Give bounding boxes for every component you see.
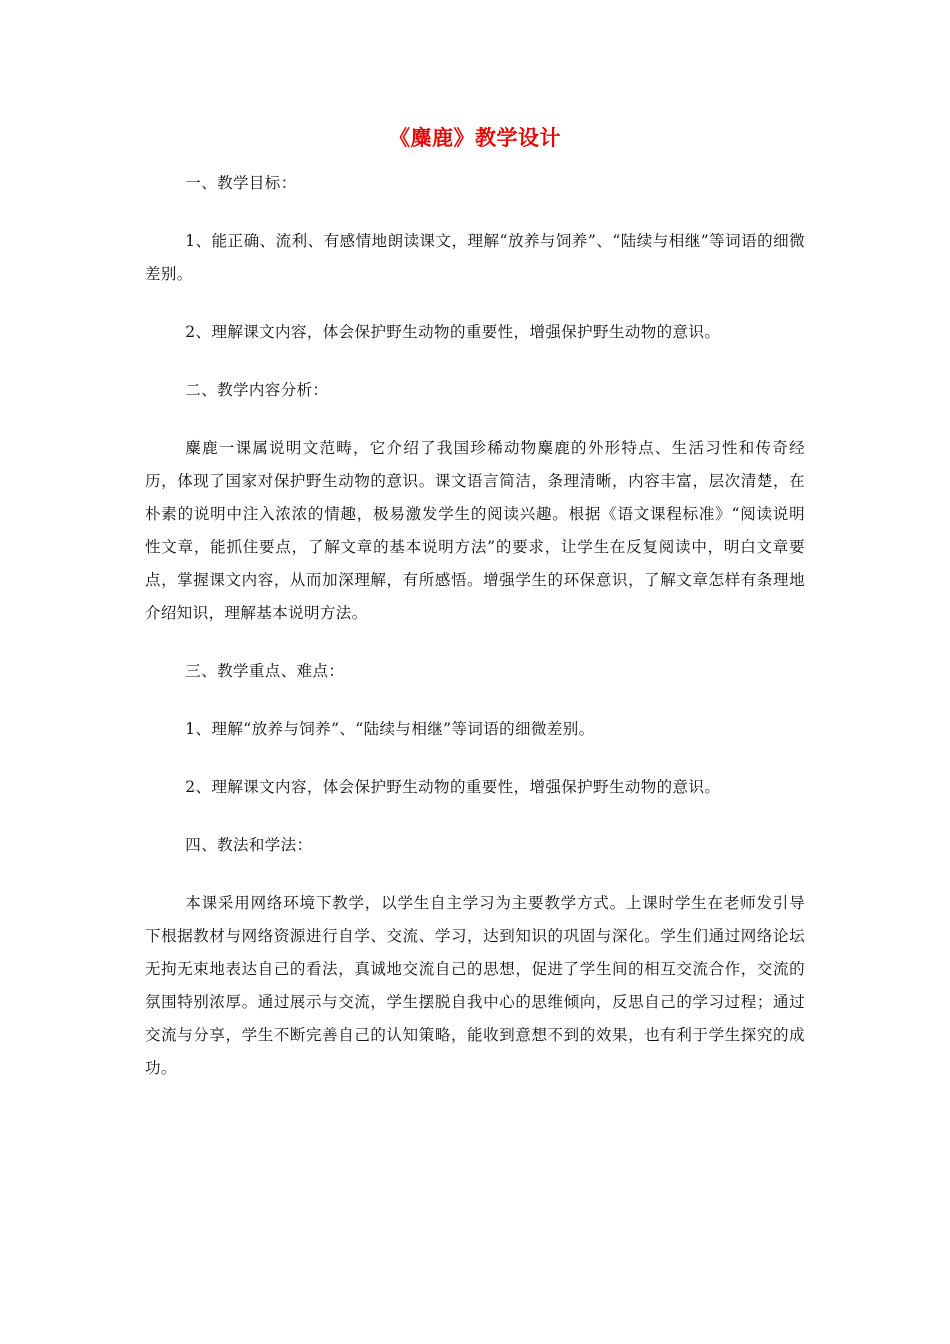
section-heading-content-analysis: 二、教学内容分析： [185, 381, 329, 399]
key-point-item-2: 2、理解课文内容，体会保护野生动物的重要性，增强保护野生动物的意识。 [185, 778, 721, 796]
methods-body: 本课采用网络环境下教学，以学生自主学习为主要教学方式。上课时学生在老师发引导下根据教材与网络资源进行自学、交流、学习，达到知识的巩固与深化。学生们通过网络论坛无拘无束地表达自己的看法，真诚地交流自己的思想，促进了学生间的相互交流合作，交流的氛围特别浓厚。通过展示与交流，学生摆脱自我中心的思维倾向，反思自己的学习过程；通过交流与分享，学生不断完善自己的认知策略，能收到意想不到的效果，也有利于学生探究的成功。 [145, 894, 805, 1077]
objective-item-1: 1、能正确、流利、有感情地朗读课文，理解“放养与饲养”、“陆续与相继”等词语的细微差别。 [145, 232, 805, 283]
objective-item-2: 2、理解课文内容，体会保护野生动物的重要性，增强保护野生动物的意识。 [185, 323, 721, 341]
section-heading-key-points: 三、教学重点、难点： [185, 662, 345, 680]
document-page [145, 118, 805, 1110]
section-heading-methods: 四、教法和学法： [185, 836, 313, 854]
content-analysis-body: 麋鹿一课属说明文范畴，它介绍了我国珍稀动物麋鹿的外形特点、生活习性和传奇经历，体现了国家对保护野生动物的意识。课文语言简洁，条理清晰，内容丰富，层次清楚，在朴素的说明中注入浓浓的情趣，极易激发学生的阅读兴趣。根据《语文课程标准》“阅读说明性文章，能抓住要点，了解文章的基本说明方法”的要求，让学生在反复阅读中，明白文章要点，掌握课文内容，从而加深理解，有所感悟。增强学生的环保意识，了解文章怎样有条理地介绍知识，理解基本说明方法。 [145, 439, 805, 622]
document-title: 《麋鹿》教学设计 [389, 126, 561, 150]
section-heading-objectives: 一、教学目标： [185, 174, 297, 192]
key-point-item-1: 1、理解“放养与饲养”、“陆续与相继”等词语的细微差别。 [185, 720, 595, 738]
